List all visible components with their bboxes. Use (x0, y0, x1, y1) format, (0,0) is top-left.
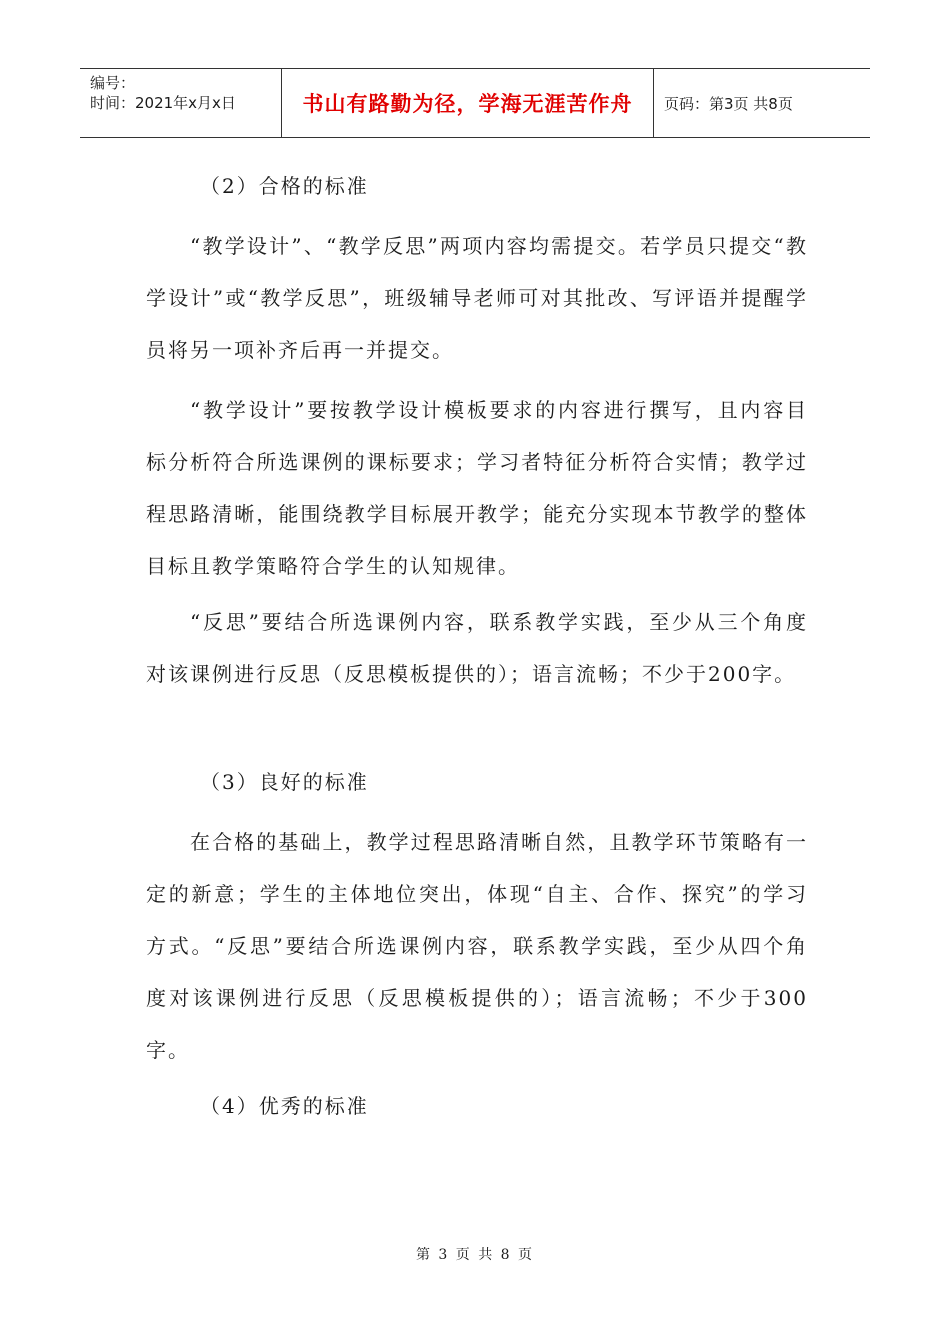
paragraph-reflection-criteria: “反思”要结合所选课例内容，联系教学实践，至少从三个角度对该课例进行反思（反思模板提供的）；语言流畅；不少于200字。 (146, 610, 808, 686)
paragraph-design-criteria: “教学设计”要按教学设计模板要求的内容进行撰写，且内容目标分析符合所选课例的课标要求；学习者特征分析符合实情；教学过程思路清晰，能围绕教学目标展开教学；能充分实现本节教学的整体目标且教学策略符合学生的认知规律。 (146, 398, 808, 578)
paragraph-good-criteria: 在合格的基础上，教学过程思路清晰自然，且教学环节策略有一定的新意；学生的主体地位突出，体现“自主、合作、探究”的学习方式。“反思”要结合所选课例内容，联系教学实践，至少从四个角度对该课例进行反思（反思模板提供的）；语言流畅；不少于300字。 (146, 830, 808, 1062)
section-heading-2: （2）合格的标准 (200, 174, 369, 198)
header-page-info: 页码：第3页 共8页 (664, 94, 793, 113)
document-number-label: 编号： (90, 74, 136, 92)
document-date: 时间：2021年x月x日 (90, 94, 236, 112)
section-heading-3: （3）良好的标准 (200, 770, 369, 794)
page-header (80, 68, 870, 138)
paragraph-submission: “教学设计”、“教学反思”两项内容均需提交。若学员只提交“教学设计”或“教学反思”，班级辅导老师可对其批改、写评语并提醒学员将另一项补齐后再一并提交。 (146, 234, 808, 362)
header-motto: 书山有路勤为径，学海无涯苦作舟 (282, 69, 654, 137)
page-footer: 第 3 页 共 8 页 (415, 1247, 535, 1263)
header-meta (80, 69, 282, 137)
section-heading-4: （4）优秀的标准 (200, 1094, 369, 1118)
